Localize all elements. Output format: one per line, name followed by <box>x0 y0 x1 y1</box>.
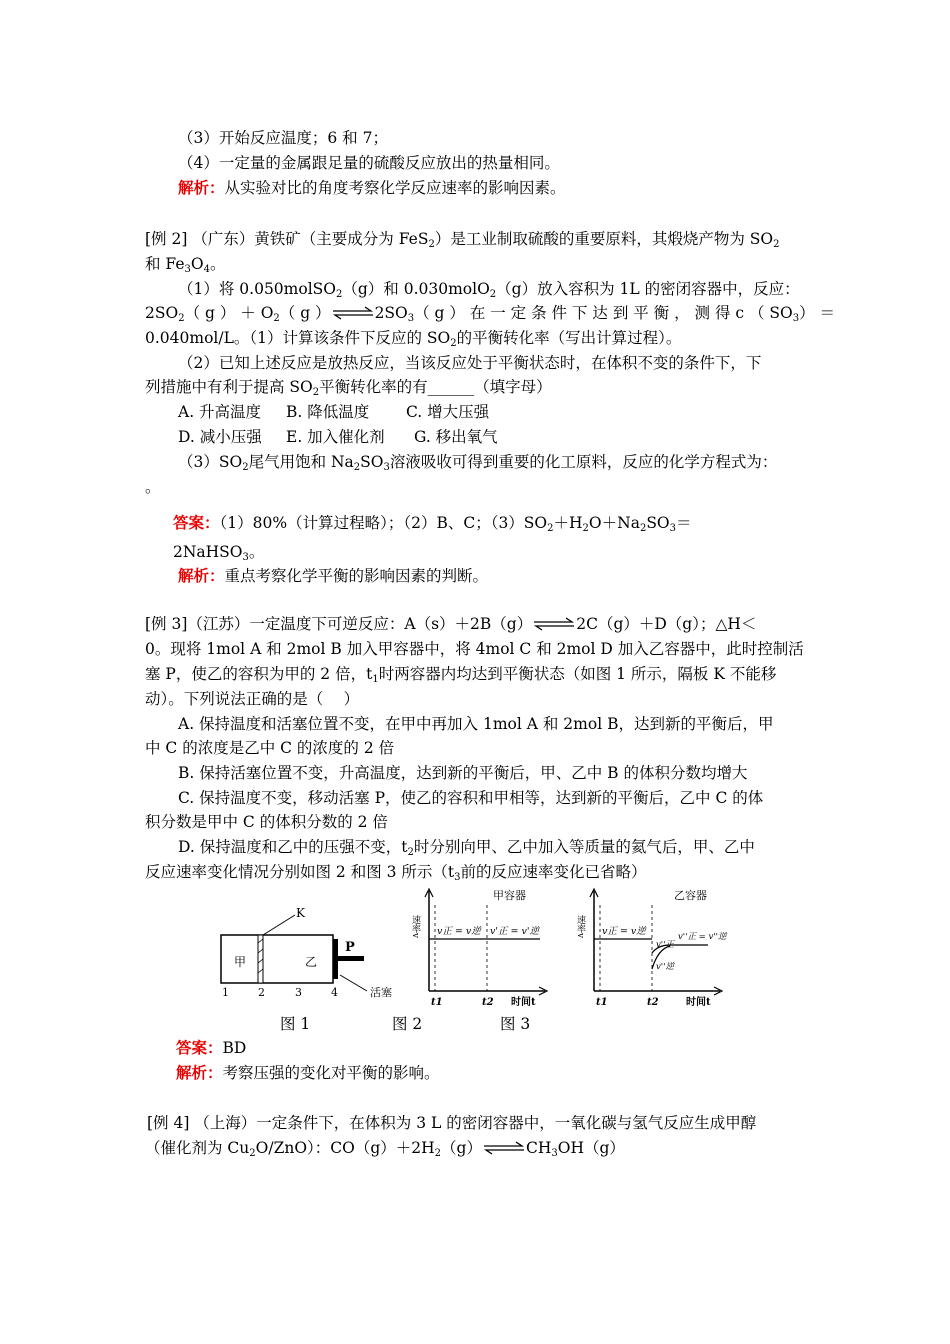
text: 2SO <box>145 304 179 322</box>
tick-1: 1 <box>222 986 229 999</box>
subscript: 2 <box>353 462 361 473</box>
label-k: K <box>296 906 305 920</box>
figure-1-caption: 图 1 <box>280 1015 311 1033</box>
piston-rod <box>338 956 364 961</box>
piston-pointer <box>340 975 367 991</box>
x-label: 时间t <box>686 997 711 1008</box>
text: OH（g） <box>557 1139 625 1157</box>
figure-3-caption: 图 3 <box>500 1015 531 1033</box>
equation-2: v'正 = v'逆 <box>490 926 539 937</box>
tick-3: 3 <box>295 986 302 999</box>
subscript: 2 <box>242 462 249 473</box>
text: D. 保持温度和乙中的压强不变，t <box>178 838 408 856</box>
ex2-line-4 <box>145 302 835 324</box>
ex3-line-3 <box>145 663 776 685</box>
text: 和 Fe <box>145 255 185 273</box>
ex3-option-a-cont: 中 C 的浓度是乙中 C 的浓度的 2 倍 <box>145 739 395 757</box>
text: （g）和 0.030molO <box>342 280 490 298</box>
subscript: 3 <box>669 523 677 534</box>
ex2-line-3 <box>178 278 800 300</box>
analysis-label: 解析： <box>176 1063 223 1082</box>
subscript: 3 <box>407 313 415 324</box>
text: 2NaHSO <box>173 543 243 561</box>
text: 2SO <box>374 304 408 322</box>
option-g: G. 移出氧气 <box>414 428 498 446</box>
text: 时两容器内均达到平衡状态（如图 1 所示，隔板 K 不能移 <box>378 665 777 683</box>
figure-1-containers <box>215 905 400 1000</box>
ex2-line-2 <box>145 253 226 275</box>
line: （3）开始反应温度；6 和 7； <box>178 129 388 147</box>
t1-label: t1 <box>431 997 443 1008</box>
text: 列措施中有利于提高 SO <box>145 378 313 396</box>
text: 0.040mol/L。（1）计算该条件下反应的 SO <box>145 329 451 347</box>
t1-label: t1 <box>596 997 608 1008</box>
subscript: 3 <box>454 872 461 883</box>
text: SO <box>360 453 384 471</box>
piston-p <box>333 939 338 979</box>
subscript: 2 <box>582 523 589 534</box>
v-reverse-label: v''逆 <box>656 962 674 972</box>
subscript: 2 <box>312 387 320 398</box>
text: 。 <box>209 255 226 273</box>
ex2-line-11: 。 <box>145 478 161 496</box>
option-d: D. 减小压强 <box>178 428 262 446</box>
subscript: 3 <box>383 462 390 473</box>
equation-2: v''正 = v''逆 <box>678 932 727 942</box>
subscript: 2 <box>450 338 457 349</box>
t2-label: t2 <box>482 997 494 1008</box>
analysis-line <box>176 1062 440 1084</box>
ex3-line-2: 0。现将 1mol A 和 2mol B 加入甲容器中，将 4mol C 和 2mol D 加入乙容器中，此时控制活 <box>145 640 804 658</box>
subscript: 2 <box>639 523 647 534</box>
equilibrium-arrow-icon <box>532 617 576 631</box>
text: （3）SO <box>178 453 243 471</box>
subscript: 3 <box>184 264 191 275</box>
t2-label: t2 <box>647 997 659 1008</box>
tick-4: 4 <box>331 986 338 999</box>
analysis-text: 重点考察化学平衡的影响因素的判断。 <box>224 567 489 585</box>
text: 尾气用饱和 Na <box>248 453 354 471</box>
text: （ g ） ＋ O <box>184 304 274 322</box>
text: 塞 P，使乙的容积为甲的 2 倍，t <box>145 665 373 683</box>
graph-title: 乙容器 <box>674 889 707 902</box>
text: （1）80%（计算过程略）；（2）B、C；（3）SO <box>219 514 548 532</box>
option-e: E. 加入催化剂 <box>286 428 385 446</box>
text: 反应速率变化情况分别如图 2 和图 3 所示（t <box>145 863 455 881</box>
text: CH <box>525 1139 552 1157</box>
subscript: 2 <box>547 523 554 534</box>
text: ） ＝ <box>799 304 836 322</box>
y-label: 速率v <box>410 915 420 939</box>
k-pointer <box>263 915 295 935</box>
equation-1: v正 = v逆 <box>602 926 646 937</box>
subscript: 4 <box>203 264 210 275</box>
ex2-line-6: （2）已知上述反应是放热反应，当该反应处于平衡状态时，在体积不变的条件下，下 <box>178 354 762 372</box>
analysis-label: 解析： <box>178 566 225 585</box>
analysis-line <box>178 565 488 587</box>
text: O <box>190 255 204 273</box>
ex3-option-d-cont <box>145 861 647 883</box>
text: 的平衡转化率（写出计算过程）。 <box>456 329 682 347</box>
text: （催化剂为 Cu <box>145 1139 250 1157</box>
answer-label: 答案： <box>176 1038 223 1057</box>
text: O/ZnO）：CO（g）＋2H <box>255 1139 435 1157</box>
text: ）是工业制取硫酸的重要原料，其煅烧产物为 SO <box>434 230 774 248</box>
ex3-line-4: 动）。下列说法正确的是（ ） <box>145 690 360 708</box>
subscript: 2 <box>249 1148 256 1159</box>
text: O＋Na <box>588 514 640 532</box>
ex2-line-5 <box>145 327 681 349</box>
option-b: B. 降低温度 <box>286 403 370 421</box>
subscript: 2 <box>407 847 414 858</box>
y-label: 速率v <box>575 915 585 939</box>
analysis-text: 从实验对比的角度考察化学反应速率的影响因素。 <box>224 179 566 197</box>
figure-2-rate-graph <box>405 885 555 1010</box>
ex2-line-1 <box>145 228 779 250</box>
answer-line-2 <box>173 541 264 563</box>
text: 2C（g）＋D（g）；△H＜ <box>576 615 757 633</box>
answer-line <box>176 1037 246 1059</box>
tick-2: 2 <box>258 986 265 999</box>
equilibrium-arrow-icon <box>331 306 375 320</box>
text: ＝ <box>676 514 692 532</box>
option-a: A. 升高温度 <box>178 403 262 421</box>
subscript: 2 <box>428 239 435 250</box>
analysis-label: 解析： <box>178 178 225 197</box>
ex2-line-10 <box>178 451 777 473</box>
text: 平衡转化率的有______（填字母） <box>319 378 552 396</box>
subscript: 3 <box>792 313 800 324</box>
subscript: 2 <box>335 289 343 300</box>
figure-2-caption: 图 2 <box>392 1015 423 1033</box>
equation-1: v正 = v逆 <box>437 926 481 937</box>
ex3-option-c: C. 保持温度不变，移动活塞 P，使乙的容积和甲相等，达到新的平衡后，乙中 C 的体 <box>178 789 764 807</box>
text: 。 <box>248 543 265 561</box>
option-c: C. 增大压强 <box>406 403 490 421</box>
answer-line <box>173 512 692 534</box>
ex4-line-2 <box>145 1137 625 1159</box>
label-piston: 活塞 <box>370 986 392 999</box>
subscript: 2 <box>434 1148 442 1159</box>
v-forward-label: v''正 <box>656 940 674 950</box>
ex3-line-1 <box>145 613 756 635</box>
ex3-option-d <box>178 836 755 858</box>
answer-text: BD <box>222 1039 247 1057</box>
text: [例 2] （广东）黄铁矿（主要成分为 FeS <box>145 230 429 248</box>
subscript: 2 <box>273 313 280 324</box>
text: [例 3]（江苏）一定温度下可逆反应：A（s）＋2B（g） <box>145 615 533 633</box>
text: （ g ） <box>279 304 331 322</box>
ex2-line-7 <box>145 376 552 398</box>
subscript: 3 <box>242 552 249 563</box>
text: （1）将 0.050molSO <box>178 280 336 298</box>
text: （g） <box>441 1139 482 1157</box>
ex4-line-1: [例 4] （上海）一定条件下，在体积为 3 L 的密闭容器中，一氧化碳与氢气反应生成甲醇 <box>147 1114 757 1132</box>
label-p: P <box>345 940 355 955</box>
text: 时分别向甲、乙中加入等质量的氦气后，甲、乙中 <box>413 838 755 856</box>
subscript: 2 <box>489 289 497 300</box>
answer-label: 答案： <box>173 513 220 532</box>
ex3-option-b: B. 保持活塞位置不变，升高温度，达到新的平衡后，甲、乙中 B 的体积分数均增大 <box>178 764 748 782</box>
text: ＋H <box>553 514 583 532</box>
analysis-line <box>178 177 566 199</box>
text: SO <box>646 514 670 532</box>
graph-title: 甲容器 <box>493 889 526 902</box>
subscript: 2 <box>773 239 780 250</box>
text: 前的反应速率变化已省略） <box>460 863 647 881</box>
subscript: 1 <box>372 674 379 685</box>
text: （g）放入容积为 1L 的密闭容器中，反应： <box>496 280 800 298</box>
ex3-option-c-cont: 积分数是甲中 C 的体积分数的 2 倍 <box>145 813 388 831</box>
analysis-text: 考察压强的变化对平衡的影响。 <box>222 1064 440 1082</box>
text: 溶液吸收可得到重要的化工原料，反应的化学方程式为： <box>389 453 778 471</box>
x-label: 时间t <box>511 997 536 1008</box>
figure-3-rate-graph <box>570 885 730 1010</box>
subscript: 2 <box>178 313 185 324</box>
equilibrium-arrow-icon <box>482 1141 526 1155</box>
subscript: 3 <box>551 1148 558 1159</box>
line: （4）一定量的金属跟足量的硫酸反应放出的热量相同。 <box>178 154 560 172</box>
text: （ g ） 在 一 定 条 件 下 达 到 平 衡 ， 测 得 c （ SO <box>414 304 793 322</box>
label-jia: 甲 <box>234 955 247 969</box>
ex3-option-a: A. 保持温度和活塞位置不变，在甲中再加入 1mol A 和 2mol B，达到新的平衡后，甲 <box>178 715 774 733</box>
label-yi: 乙 <box>305 955 318 969</box>
